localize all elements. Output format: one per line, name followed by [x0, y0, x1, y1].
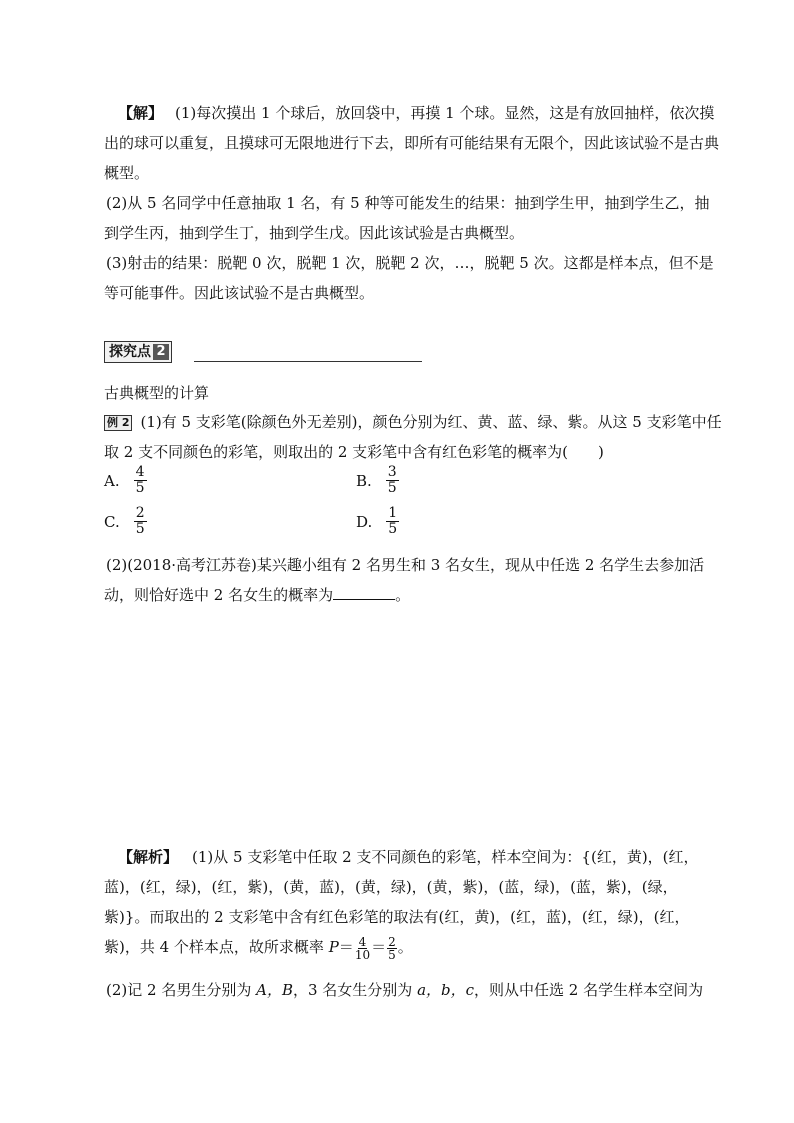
fraction: $\frac{3}{5}$ [387, 464, 397, 496]
topic-heading: 古典概型的计算 [104, 384, 210, 402]
answer-blank [333, 585, 395, 600]
example-question-1: 例 2 (1)有 5 支彩笔(除颜色外无差别)，颜色分别为红、黄、蓝、绿、紫。从这 5 支彩笔中任取 2 支不同颜色的彩笔，则取出的 2 支彩笔中含有红色彩笔的概率为( ) [104, 413, 722, 461]
example-badge: 例 2 [104, 415, 132, 431]
option-d: D. $\frac{1}{5}$ [356, 505, 398, 537]
solution-paragraph-3: (3)射击的结果：脱靶 0 次，脱靶 1 次，脱靶 2 次，…，脱靶 5 次。这都是样本点，但不是等可能事件。因此该试验不是古典概型。 [104, 254, 714, 302]
fraction: $\frac{4}{5}$ [135, 464, 145, 496]
example-question-2: (2)(2018·高考江苏卷)某兴趣小组有 2 名男生和 3 名女生，现从中任选 2 名学生去参加活动，则恰好选中 2 名女生的概率为 。 [104, 556, 705, 604]
analysis-paragraph-2: (2)记 2 名男生分别为 A，B，3 名女生分别为 a，b，c，则从中任选 2 名学生样本空间为 [106, 981, 704, 999]
analysis-label: 【解析】 [118, 848, 179, 866]
option-b: B. $\frac{3}{5}$ [356, 464, 397, 496]
solution-paragraph-1: 【解】 (1)每次摸出 1 个球后，放回袋中，再摸 1 个球。显然，这是有放回抽样，依次摸出的球可以重复，且摸球可无限地进行下去，即所有可能结果有无限个，因此该试验不是古典概型。 [104, 104, 720, 182]
analysis-paragraph-1: 【解析】 (1)从 5 支彩笔中任取 2 支不同颜色的彩笔，样本空间为：{(红，黄)，(红，蓝)，(红，绿)，(红，紫)，(黄，蓝)，(黄，绿)，(黄，紫)，(蓝，绿)，(蓝，紫)，(绿，紫)}。而取出的 2 支彩笔中含有红色彩笔的取法有(红，黄)，(红，蓝)，(红，绿)，(红，紫)，共 4 个样本点，故所求概率 P＝ $\frac{4}{10}$ ＝ $\frac{2}{5}$ 。 [104, 848, 699, 962]
section-rule [194, 361, 422, 362]
option-c: C. $\frac{2}{5}$ [104, 505, 145, 537]
section-badge: 探究点 2 [104, 341, 172, 363]
section-header [104, 341, 422, 363]
solution-paragraph-2: (2)从 5 名同学中任意抽取 1 名，有 5 种等可能发生的结果：抽到学生甲，抽到学生乙，抽到学生丙，抽到学生丁，抽到学生戊。因此该试验是古典概型。 [104, 194, 710, 242]
solution-label: 【解】 [118, 104, 164, 122]
fraction: $\frac{2}{5}$ [135, 505, 145, 537]
option-a: A. $\frac{4}{5}$ [104, 464, 145, 496]
fraction: $\frac{2}{5}$ [388, 934, 396, 962]
fraction: $\frac{1}{5}$ [388, 505, 398, 537]
fraction: $\frac{4}{10}$ [354, 934, 371, 962]
section-number: 2 [153, 344, 169, 360]
